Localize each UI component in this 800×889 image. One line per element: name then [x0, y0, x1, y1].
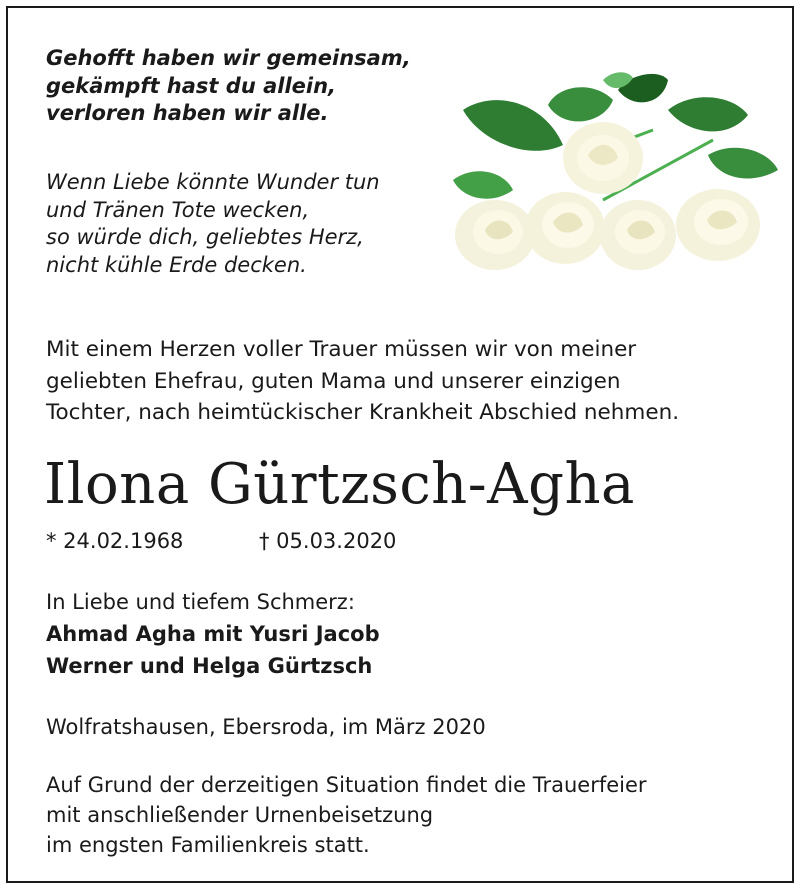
poem-second-stanza	[46, 169, 380, 279]
place-date: Wolfratshausen, Ebersroda, im März 2020	[46, 715, 486, 739]
poem-line: Gehofft haben wir gemeinsam,	[46, 46, 411, 70]
poem-line: gekämpft hast du allein,	[46, 73, 337, 98]
poem-line: so würde dich, geliebtes Herz,	[46, 225, 364, 249]
poem-line: nicht kühle Erde decken.	[46, 252, 307, 277]
notice-line: mit anschließender Urnenbeisetzung	[46, 803, 434, 827]
poem-line: verloren haben wir alle.	[46, 101, 329, 125]
notice-line: im engsten Familienkreis statt.	[46, 833, 370, 857]
life-dates	[46, 526, 397, 556]
funeral-notice	[46, 770, 647, 860]
notice-line: Auf Grund der derzeitigen Situation findet die Trauerfeier	[46, 773, 647, 797]
white-roses-image	[453, 70, 783, 275]
intro-line: Mit einem Herzen voller Trauer müssen wir von meiner	[46, 337, 637, 362]
birth-date: * 24.02.1968	[46, 529, 184, 553]
poem-line: Wenn Liebe könnte Wunder tun	[46, 170, 380, 194]
deceased-name: Ilona Gürtzsch-Agha	[44, 452, 635, 517]
intro-text	[46, 334, 679, 429]
death-date: † 05.03.2020	[259, 529, 397, 553]
mourner-name: Ahmad Agha mit Yusri Jacob	[46, 622, 380, 646]
mourner-name: Werner und Helga Gürtzsch	[46, 654, 373, 678]
poem-first-stanza	[46, 45, 411, 128]
mourners-block	[46, 586, 380, 682]
poem-line: und Tränen Tote wecken,	[46, 197, 310, 222]
mourners-lead: In Liebe und tiefem Schmerz:	[46, 590, 355, 614]
intro-line: geliebten Ehefrau, guten Mama und unserer einzigen	[46, 368, 621, 394]
intro-line: Tochter, nach heimtückischer Krankheit Abschied nehmen.	[46, 400, 680, 425]
obituary-frame	[6, 6, 794, 883]
